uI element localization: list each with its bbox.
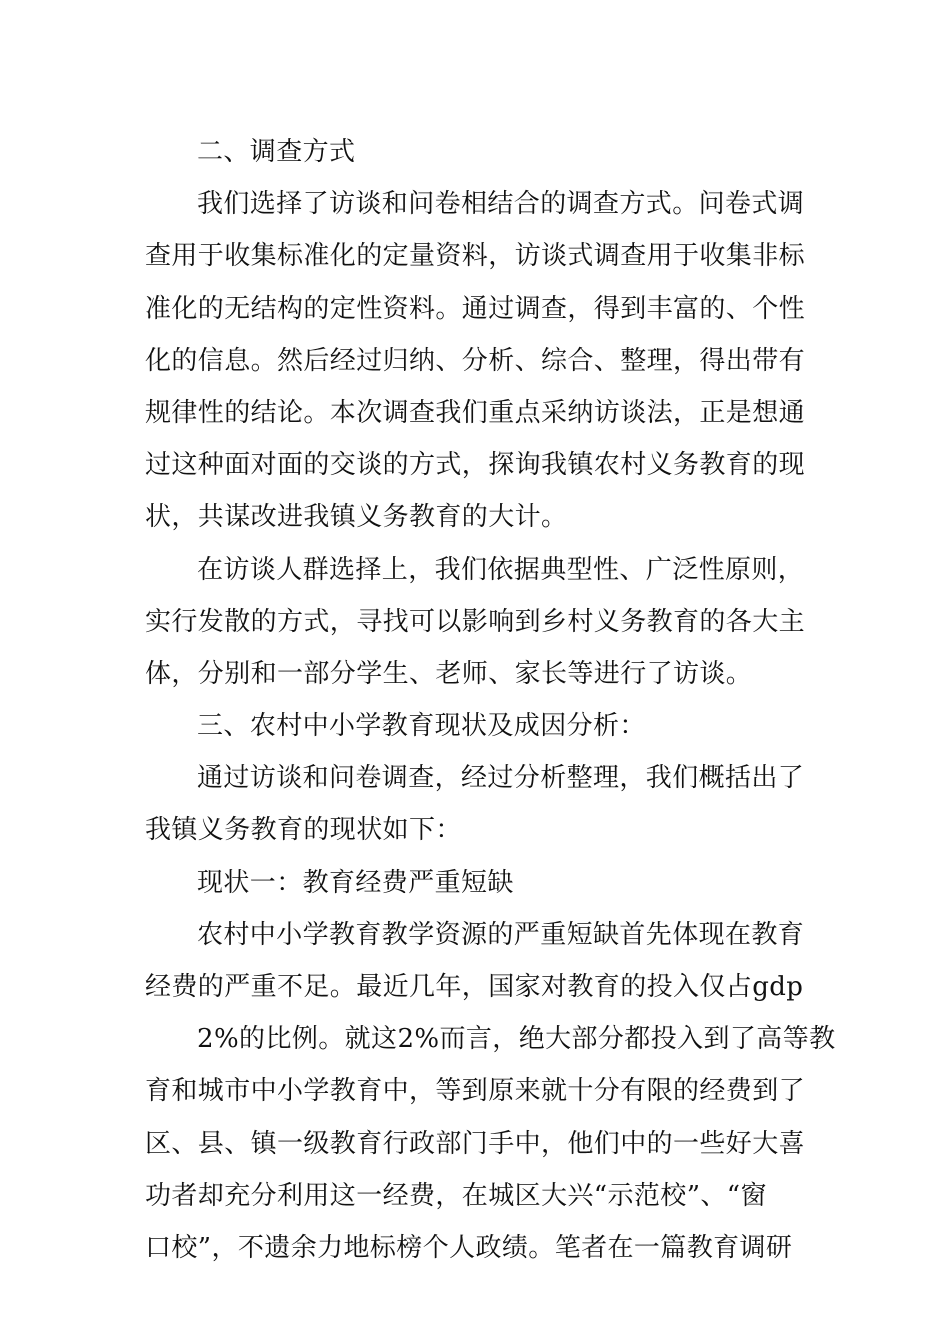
paragraph-line: 化的信息。然后经过归纳、分析、综合、整理，得出带有 [145, 345, 806, 376]
paragraph-line: 2%的比例。就这2%而言，绝大部分都投入到了高等教 [197, 1024, 836, 1055]
paragraph-line: 实行发散的方式，寻找可以影响到乡村义务教育的各大主 [145, 606, 806, 637]
section-heading: 三、农村中小学教育现状及成因分析： [197, 711, 646, 742]
paragraph-line: 准化的无结构的定性资料。通过调查，得到丰富的、个性 [145, 293, 806, 324]
paragraph-line: 体，分别和一部分学生、老师、家长等进行了访谈。 [145, 658, 753, 689]
paragraph-line: 我镇义务教育的现状如下： [145, 815, 462, 846]
paragraph-line: 过这种面对面的交谈的方式，探询我镇农村义务教育的现 [145, 450, 806, 481]
paragraph-line: 口校”，不遗余力地标榜个人政绩。笔者在一篇教育调研 [145, 1232, 793, 1263]
paragraph-line: 状，共谋改进我镇义务教育的大计。 [145, 502, 568, 533]
paragraph-line: 育和城市中小学教育中，等到原来就十分有限的经费到了 [145, 1076, 806, 1107]
paragraph-line: 区、县、镇一级教育行政部门手中，他们中的一些好大喜 [145, 1128, 806, 1159]
section-heading: 二、调查方式 [197, 137, 356, 167]
paragraph-line: 在访谈人群选择上，我们依据典型性、广泛性原则， [197, 554, 805, 585]
paragraph-line: 农村中小学教育教学资源的严重短缺首先体现在教育 [197, 919, 805, 950]
subsection-heading: 现状一：教育经费严重短缺 [197, 867, 514, 898]
paragraph-line: 规律性的结论。本次调查我们重点采纳访谈法，正是想通 [145, 397, 806, 428]
paragraph-line: 功者却充分利用这一经费，在城区大兴“示范校”、“窗 [145, 1180, 767, 1211]
paragraph-line: 我们选择了访谈和问卷相结合的调查方式。问卷式调 [197, 189, 805, 220]
paragraph-line: 经费的严重不足。最近几年，国家对教育的投入仅占gdp [145, 972, 804, 1002]
paragraph-line: 查用于收集标准化的定量资料，访谈式调查用于收集非标 [145, 241, 806, 272]
document-body [145, 126, 836, 1274]
paragraph-line: 通过访谈和问卷调查，经过分析整理，我们概括出了 [197, 763, 805, 794]
